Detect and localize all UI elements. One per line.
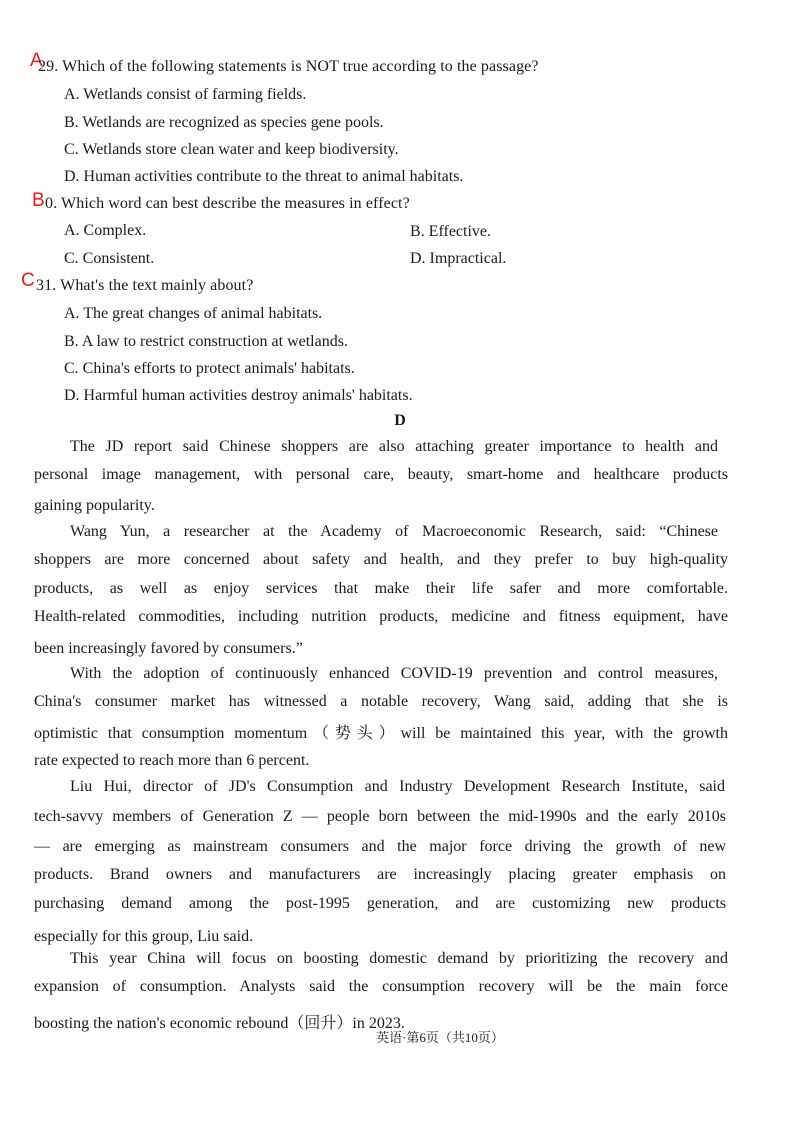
option-c: C. Consistent. <box>64 250 155 267</box>
passage-line: personal image management, with personal care, beauty, smart-home and healthcare products <box>34 466 728 483</box>
passage-line: products. Brand owners and manufacturers are increasingly placing greater emphasis on <box>34 866 726 883</box>
question-number: 31. <box>36 277 57 294</box>
passage-line: products, as well as enjoy services that make their life safer and more comfortable. <box>34 580 728 597</box>
option-c: C. China's efforts to protect animals' habitats. <box>64 360 355 377</box>
passage-line: shoppers are more concerned about safety and health, and they prefer to buy high-quality <box>34 551 728 568</box>
question-number: 29. <box>38 58 59 75</box>
question-stem: Which of the following statements is NOT true according to the passage? <box>62 58 539 75</box>
option-b: B. A law to restrict construction at wetlands. <box>64 333 348 350</box>
passage-line: boosting the nation's economic rebound（回升）in 2023. <box>34 1015 405 1032</box>
passage-line: rate expected to reach more than 6 percent. <box>34 752 310 769</box>
option-a: A. Wetlands consist of farming fields. <box>64 86 307 103</box>
passage-line: China's consumer market has witnessed a notable recovery, Wang said, adding that she is <box>34 693 728 710</box>
answer-mark-30: B <box>32 190 45 211</box>
passage-line: Health-related commodities, including nutrition products, medicine and fitness equipment, have <box>34 608 728 625</box>
option-a: A. The great changes of animal habitats. <box>64 305 323 322</box>
passage-line: Liu Hui, director of JD's Consumption and Industry Development Research Institute, said <box>70 778 725 795</box>
question-number: 0. <box>45 195 58 212</box>
option-a: A. Complex. <box>64 222 147 239</box>
passage-line: tech-savvy members of Generation Z — people born between the mid-1990s and the early 2010s <box>34 808 726 825</box>
passage-line: purchasing demand among the post-1995 generation, and are customizing new products <box>34 895 726 912</box>
passage-line: Wang Yun, a researcher at the Academy of Macroeconomic Research, said: “Chinese <box>70 523 718 540</box>
passage-line: With the adoption of continuously enhanced COVID-19 prevention and control measures, <box>70 665 718 682</box>
section-heading: D <box>394 412 406 429</box>
question-stem: What's the text mainly about? <box>60 277 254 294</box>
passage-line: The JD report said Chinese shoppers are also attaching greater importance to health and <box>70 438 718 455</box>
option-c: C. Wetlands store clean water and keep biodiversity. <box>64 141 399 158</box>
passage-line: This year China will focus on boosting domestic demand by prioritizing the recovery and <box>70 950 728 967</box>
option-d: D. Impractical. <box>410 250 507 267</box>
passage-line: optimistic that consumption momentum（势头）will be maintained this year, with the growth <box>34 725 728 742</box>
passage-line: expansion of consumption. Analysts said the consumption recovery will be the main force <box>34 978 728 995</box>
option-b: B. Effective. <box>410 223 492 240</box>
answer-mark-29: A <box>30 50 43 71</box>
question-stem: Which word can best describe the measures in effect? <box>61 195 410 212</box>
question-31 <box>36 277 253 295</box>
question-29 <box>38 58 539 76</box>
option-d: D. Harmful human activities destroy animals' habitats. <box>64 387 413 404</box>
passage-line: been increasingly favored by consumers.” <box>34 640 303 657</box>
page-footer: 英语·第6页（共10页） <box>376 1030 504 1045</box>
passage-line: — are emerging as mainstream consumers and the major force driving the growth of new <box>34 838 726 855</box>
answer-mark-31: C <box>21 270 35 291</box>
passage-line: gaining popularity. <box>34 497 155 514</box>
question-30 <box>45 195 410 213</box>
option-b: B. Wetlands are recognized as species gene pools. <box>64 114 384 131</box>
option-d: D. Human activities contribute to the threat to animal habitats. <box>64 168 464 185</box>
passage-line: especially for this group, Liu said. <box>34 928 254 945</box>
